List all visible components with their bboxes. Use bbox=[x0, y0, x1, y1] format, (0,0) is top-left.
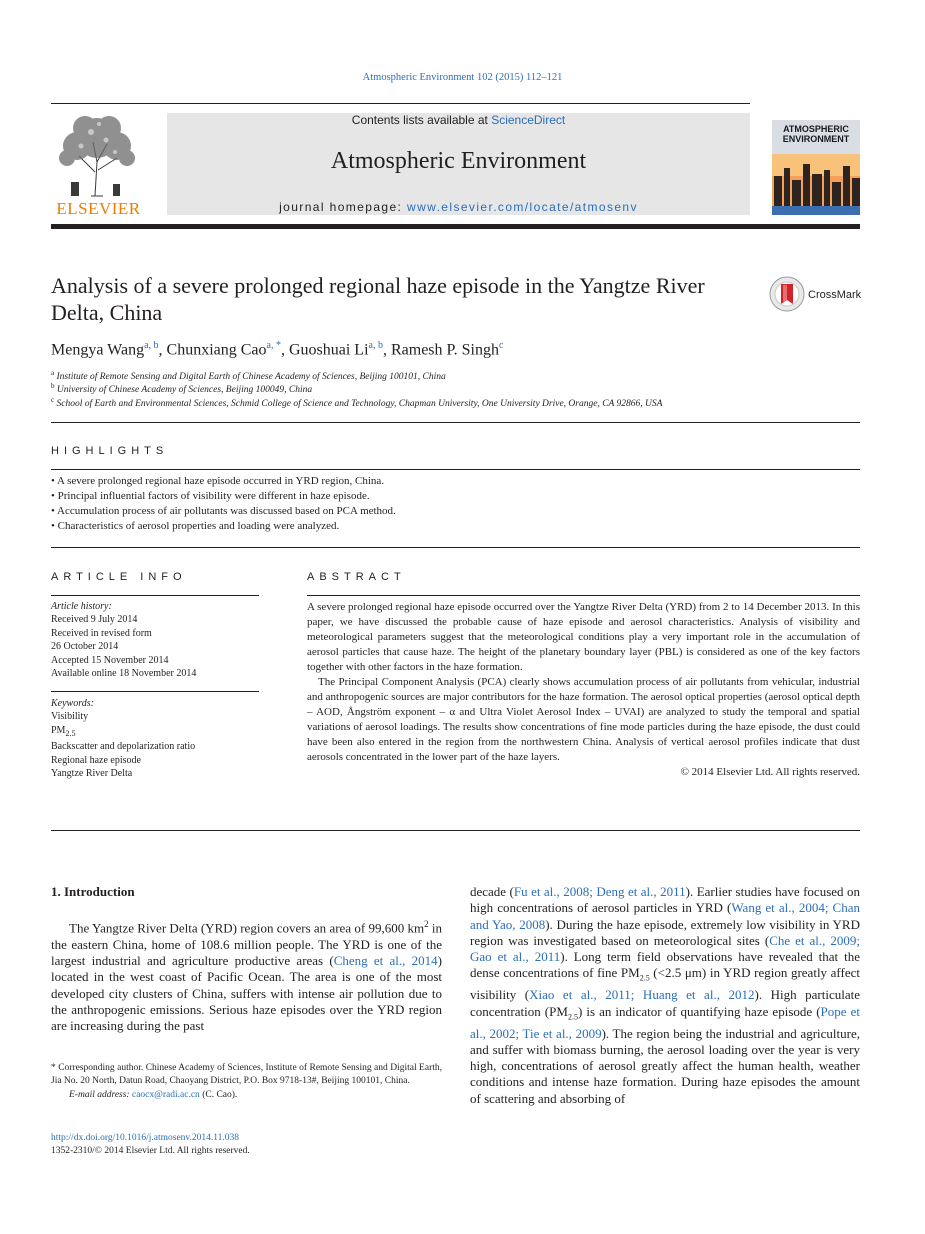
author-separator: , bbox=[158, 341, 167, 359]
keyword: Visibility bbox=[51, 711, 89, 723]
affiliation-b bbox=[51, 382, 312, 395]
highlight-item: • Characteristics of aerosol properties and loading were analyzed. bbox=[51, 520, 340, 532]
affiliation-mark: a bbox=[51, 369, 55, 377]
highlight-item: • Accumulation process of air pollutants was discussed based on PCA method. bbox=[51, 505, 396, 517]
affiliation-mark: c bbox=[51, 396, 55, 404]
divider bbox=[307, 595, 860, 596]
history-line: Available online 18 November 2014 bbox=[51, 668, 197, 680]
intro-paragraph bbox=[470, 884, 860, 1107]
email-suffix: (C. Cao). bbox=[199, 1089, 238, 1100]
body-text: The Yangtze River Delta (YRD) region covers an area of 99,600 km bbox=[69, 920, 425, 936]
author-name: Ramesh P. Singh bbox=[390, 341, 499, 359]
crossmark-icon[interactable] bbox=[769, 276, 805, 312]
body-text: ). Earlier studies have focused on high concentrations of aerosol particles in YRD ( bbox=[470, 884, 860, 916]
header-rule-top bbox=[51, 103, 750, 104]
body-text: ). During the haze episode, extremely low visibility in YRD region was investigated based on meteorological sites ( bbox=[470, 916, 860, 948]
contents-line bbox=[167, 113, 750, 127]
highlight-text: Principal influential factors of visibility were different in haze episode. bbox=[57, 490, 370, 502]
article-info-heading: ARTICLE INFO bbox=[51, 571, 187, 583]
doi-block bbox=[51, 1132, 250, 1159]
homepage-link[interactable]: www.elsevier.com/locate/atmosenv bbox=[407, 200, 638, 214]
citation-link[interactable]: Cheng et al., 2014 bbox=[333, 952, 438, 968]
abstract-heading: ABSTRACT bbox=[307, 571, 406, 583]
affiliation-text: University of Chinese Academy of Sciences, Beijing 100049, China bbox=[56, 385, 313, 396]
keyword-subscript: 2.5 bbox=[65, 728, 76, 738]
author-name: Chunxiang Cao bbox=[166, 341, 267, 359]
section-heading-introduction: 1. Introduction bbox=[51, 884, 135, 899]
journal-citation-link[interactable]: Atmospheric Environment 102 (2015) 112–121 bbox=[362, 72, 563, 83]
keyword: Regional haze episode bbox=[51, 754, 141, 766]
article-history-label: Article history: bbox=[51, 601, 112, 612]
highlight-item: • Principal influential factors of visibility were different in haze episode. bbox=[51, 490, 370, 502]
abstract-copyright: © 2014 Elsevier Ltd. All rights reserved. bbox=[680, 766, 860, 778]
body-text: ) is an indicator of quantifying haze episode ( bbox=[577, 1003, 821, 1019]
author-affiliation-mark[interactable]: c bbox=[498, 340, 504, 351]
corresponding-author-footnote bbox=[51, 1062, 442, 1102]
history-line: 26 October 2014 bbox=[51, 641, 119, 653]
body-text: (<2.5 μm) in YRD region greatly affect visibility ( bbox=[470, 965, 861, 1003]
cover-city-illustration bbox=[772, 154, 860, 215]
journal-cover-image[interactable] bbox=[772, 104, 860, 215]
abstract-paragraph: The Principal Component Analysis (PCA) clearly shows accumulation process of air pollutants from vehicular, industrial and anthropogenic sources are major contributors for the haze formation. The aerosol optical properties (aerosol optical depth – AOD, Ångström exponent – α and Ultra Violet Aerosol Index – UVAI) are analyzed to study the temporal and spatial variations of aerosol loadings. The results show concentrations of fine mode particles during the haze episode, the dust could have been also entered in the region from the northwestern China. Analysis of vertical aerosol profiles indicate that dust aerosols concentrated in the lower part of the haze layers. bbox=[307, 676, 860, 763]
citation-link[interactable]: Fu et al., 2008; Deng et al., 2011 bbox=[513, 884, 686, 899]
body-text: ). The region being the industrial and agriculture, and suffer with biomass burning, the aerosol loading over the year is very high, concentrations of aerosol greatly affect the human health, weather conditions and intense haze formation. During haze episodes the amount of scattering and absorbing of bbox=[470, 1025, 860, 1106]
divider bbox=[51, 595, 259, 596]
intro-left-column bbox=[51, 916, 442, 1034]
author-name: Mengya Wang bbox=[51, 341, 145, 359]
citation-link[interactable]: Wang et al., 2004; Chan and Yao, 2008 bbox=[470, 900, 860, 932]
elsevier-tree-logo bbox=[51, 112, 146, 198]
body-text: ). Long term field observations have revealed that the dense concentrations of fine PM bbox=[470, 949, 860, 981]
sciencedirect-link[interactable]: ScienceDirect bbox=[491, 113, 566, 127]
article-title: Analysis of a severe prolonged regional haze episode in the Yangtze River Delta, China bbox=[51, 273, 705, 325]
author-name: Guoshuai Li bbox=[288, 341, 369, 359]
author-separator: , bbox=[280, 341, 289, 359]
affiliation-mark: b bbox=[51, 382, 55, 390]
history-line: Received 9 July 2014 bbox=[51, 614, 138, 626]
divider bbox=[51, 830, 860, 831]
highlight-item: • A severe prolonged regional haze episode occurred in YRD region, China. bbox=[51, 475, 385, 487]
abstract-paragraph: A severe prolonged regional haze episode occurred over the Yangtze River Delta (YRD) from 2 to 14 December 2013. In this paper, we have discussed the probable cause of haze episode and aerosol characteristics. Analysis of visibility and meteorological parameters suggest that the meteorological conditions play a very important role in the accumulation of aerosol particles that cause haze. The height of the planetary boundary layer (PBL) is considered as one of the key factors together with other factors in the haze formation. bbox=[307, 601, 860, 673]
body-text: ) located in the west coast of Pacific Ocean. The area is one of the most developed city clusters of China, suffers with intense air pollution due to the anthropogenic emissions. Serious haze episodes over the YRD region are increasing during the past bbox=[51, 952, 442, 1034]
email-line bbox=[51, 1089, 442, 1102]
affiliation-a bbox=[51, 369, 446, 382]
crossmark-label[interactable]: CrossMark bbox=[808, 289, 862, 301]
cover-top-band bbox=[772, 104, 860, 120]
subscript: 2.5 bbox=[639, 974, 650, 984]
cover-title: ATMOSPHERIC ENVIRONMENT bbox=[782, 124, 850, 144]
keyword: Yangtze River Delta bbox=[51, 768, 133, 780]
author-separator: , bbox=[382, 341, 391, 359]
affiliation-text: Institute of Remote Sensing and Digital Earth of Chinese Academy of Sciences, Beijing 100101, China bbox=[56, 372, 446, 383]
intro-right-column bbox=[470, 884, 860, 1107]
divider bbox=[51, 469, 860, 470]
history-line: Accepted 15 November 2014 bbox=[51, 654, 169, 666]
article-history bbox=[51, 600, 261, 680]
journal-homepage bbox=[167, 200, 750, 214]
author-list bbox=[51, 340, 503, 359]
author-affiliation-mark[interactable]: a, * bbox=[266, 340, 281, 351]
highlight-text: Characteristics of aerosol properties and loading were analyzed. bbox=[57, 520, 340, 532]
intro-paragraph bbox=[51, 916, 442, 1034]
keywords bbox=[51, 697, 261, 780]
elsevier-wordmark: ELSEVIER bbox=[56, 199, 141, 218]
body-text: ). High particulate concentration (PM bbox=[470, 987, 861, 1019]
citation-link[interactable]: Xiao et al., 2011; Huang et al., 2012 bbox=[529, 987, 755, 1003]
divider bbox=[51, 547, 860, 548]
abstract-body bbox=[307, 600, 860, 780]
body-text: in the eastern China, home of 108.6 million people. The YRD is one of the largest industrial and agriculture productive areas ( bbox=[51, 920, 442, 968]
divider bbox=[51, 691, 259, 692]
homepage-label: journal homepage: bbox=[279, 200, 408, 214]
author-affiliation-mark[interactable]: a, b bbox=[368, 340, 383, 351]
affiliation-c bbox=[51, 396, 662, 409]
divider bbox=[51, 422, 860, 423]
keyword: Backscatter and depolarization ratio bbox=[51, 741, 196, 753]
email-label: E-mail address: bbox=[69, 1089, 132, 1100]
footnote-text: * Corresponding author. Chinese Academy of Sciences, Institute of Remote Sensing and Digital Earth, Jia No. 20 North, Datun Road, Chaoyang District, P.O. Box 9718-13#, Beijing 100101, China. bbox=[51, 1063, 442, 1087]
keywords-label: Keywords: bbox=[51, 698, 94, 709]
highlight-text: Accumulation process of air pollutants was discussed based on PCA method. bbox=[57, 505, 396, 517]
citation-link[interactable]: Che et al., 2009; Gao et al., 2011 bbox=[470, 932, 860, 965]
highlight-text: A severe prolonged regional haze episode occurred in YRD region, China. bbox=[57, 475, 385, 487]
keyword bbox=[51, 724, 261, 740]
affiliation-text: School of Earth and Environmental Sciences, Schmid College of Science and Technology, Chapman University, One University Drive, Orange, CA 92866, USA bbox=[56, 399, 663, 410]
body-text: decade ( bbox=[470, 884, 514, 899]
keyword-text: PM bbox=[51, 724, 66, 736]
author-affiliation-mark[interactable]: a, b bbox=[144, 340, 159, 351]
subscript: 2.5 bbox=[567, 1012, 578, 1022]
issn-copyright: 1352-2310/© 2014 Elsevier Ltd. All rights reserved. bbox=[51, 1146, 250, 1157]
citation-link[interactable]: Pope et al., 2002; Tie et al., 2009 bbox=[470, 1003, 860, 1041]
highlights-heading: HIGHLIGHTS bbox=[51, 445, 169, 457]
email-link[interactable]: caocx@radi.ac.cn bbox=[131, 1089, 200, 1100]
history-line: Received in revised form bbox=[51, 627, 152, 639]
contents-prefix: Contents lists available at bbox=[351, 113, 492, 127]
journal-name: Atmospheric Environment bbox=[330, 148, 587, 174]
header-rule-thick bbox=[51, 224, 860, 229]
doi-link[interactable]: http://dx.doi.org/10.1016/j.atmosenv.2014.11.038 bbox=[51, 1133, 240, 1143]
superscript: 2 bbox=[424, 919, 429, 929]
